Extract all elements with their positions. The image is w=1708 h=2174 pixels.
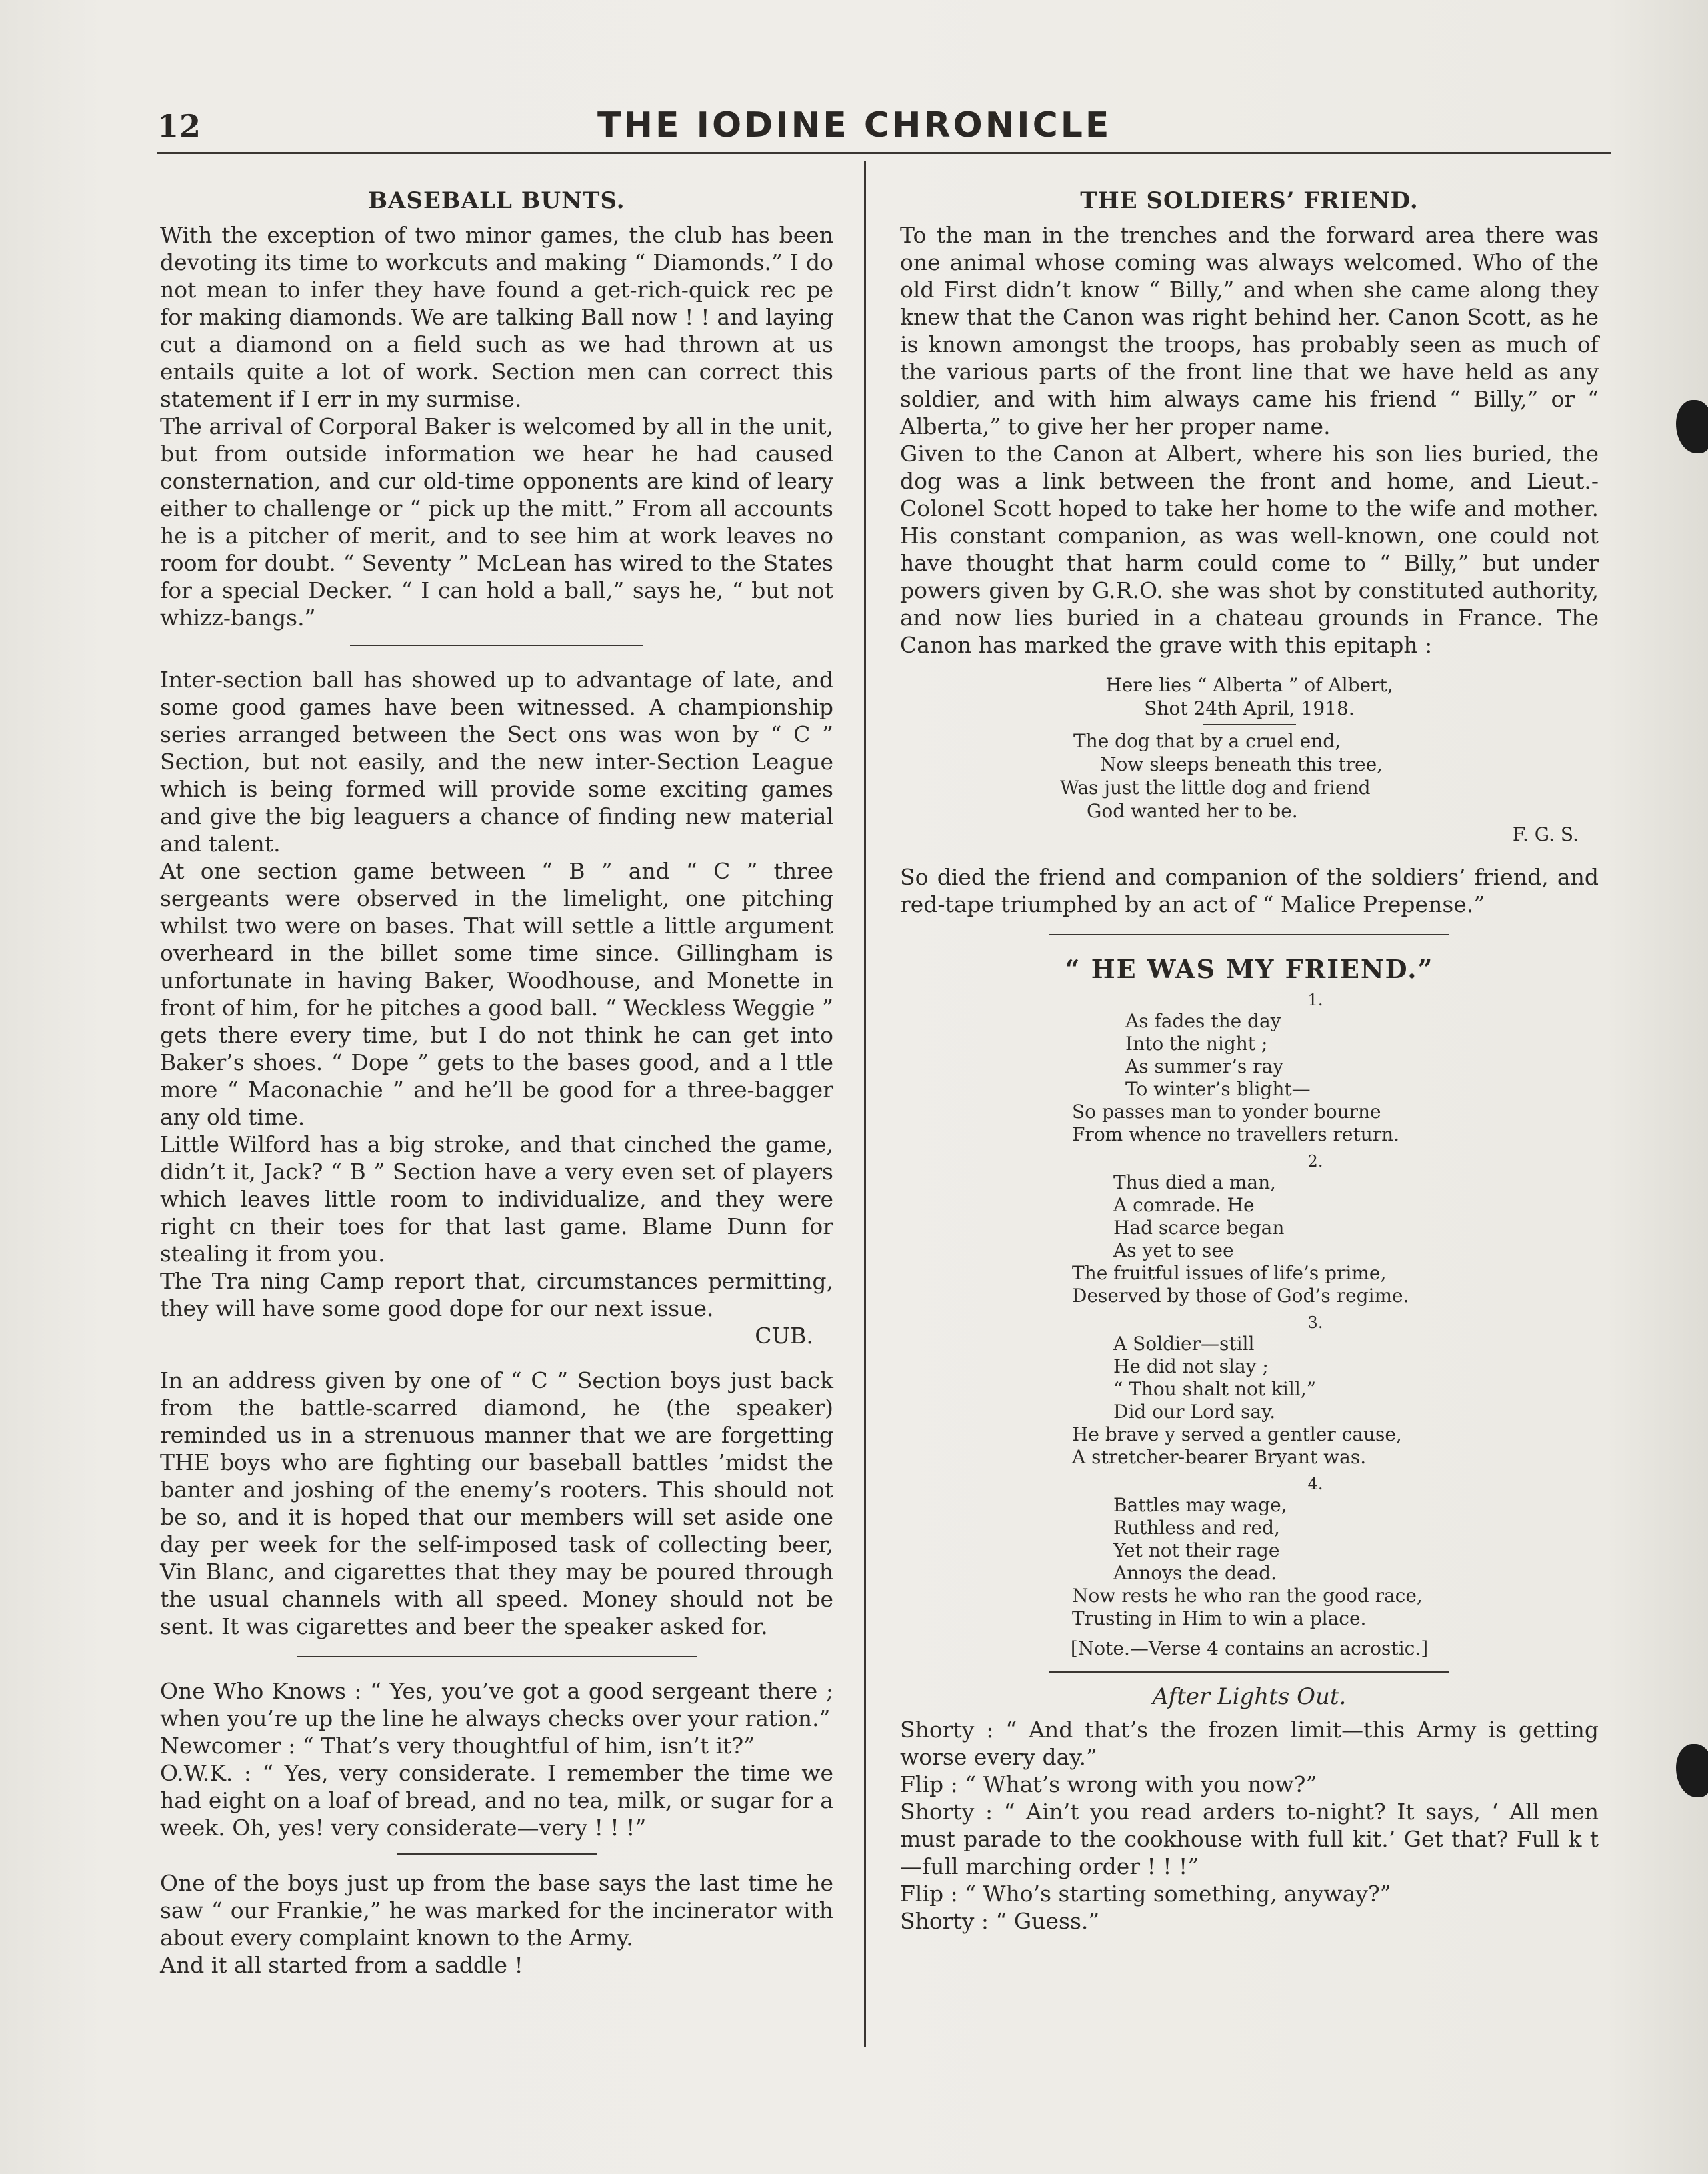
dialog-line: O.W.K. : “ Yes, very considerate. I remember the time we had eight on a loaf of bread, and no tea, milk, or sugar for a week. Oh, yes! very considerate—very ! ! !” [160, 1760, 833, 1841]
baseball-paragraph: The Tra ning Camp report that, circumstances permitting, they will have some good dope for our next issue. [160, 1268, 833, 1321]
right-column [900, 180, 1599, 1935]
epitaph-signature: F. G. S. [1512, 823, 1579, 845]
poem-verse [900, 990, 1599, 1146]
verse-line: He did not slay ; [1113, 1355, 1269, 1377]
verse-line: The fruitful issues of life’s prime, [1072, 1262, 1387, 1284]
dialog-line: Shorty : “ Guess.” [900, 1908, 1100, 1934]
poem-verse [900, 1313, 1599, 1469]
verse-number: 3. [1307, 1313, 1323, 1332]
verse-line: Ruthless and red, [1113, 1517, 1280, 1539]
friend-paragraph: Given to the Canon at Albert, where his son lies buried, the dog was a link between the front and home, and Lieut.-Colonel Scott hoped to take her home to the wife and mother. His constant companion, as was well-known, one could not have thought that harm could come to “ Billy,” but under powers given by G.R.O. she was shot by constituted authority, and now lies buried in a chateau grounds in France. The Canon has marked the grave with this epitaph : [900, 441, 1599, 658]
baseball-bunts-title: BASEBALL BUNTS. [368, 187, 625, 214]
friend-paragraph: To the man in the trenches and the forward area there was one animal whose coming was always welcomed. Who of the old First didn’t know “ Billy,” and when she came along they knew that the Canon was right behind her. Canon Scott, as he is known amongst the troops, has probably seen as much of the various parts of the front line that we have held as any soldier, and with him always came his friend “ Billy,” or “ Alberta,” to give her her proper name. [900, 222, 1599, 439]
header-rule [157, 152, 1611, 154]
verse-line: “ Thou shalt not kill,” [1113, 1378, 1317, 1400]
dialog-line: Shorty : “ Ain’t you read arders to-night? It says, ‘ All men must parade to the cookhouse with full kit.’ Get that? Full k t—full marching order ! ! !” [900, 1799, 1599, 1879]
epitaph [900, 673, 1599, 846]
separator [1203, 724, 1296, 725]
verse-line: Thus died a man, [1113, 1171, 1277, 1193]
separator [350, 645, 643, 646]
verse-number: 4. [1307, 1475, 1323, 1493]
baseball-paragraph: Inter-section ball has showed up to advantage of late, and some good games have been witnessed. A championship series arranged between the Sect ons was won by “ C ” Section, but not easily, and the new inter-Section League which is being formed will provide some exciting games and give the big leaguers a chance of finding new material and talent. [160, 667, 833, 857]
dialog-line: Newcomer : “ That’s very thoughtful of him, isn’t it?” [160, 1733, 755, 1759]
verse-line: From whence no travellers return. [1072, 1123, 1400, 1145]
after-lights-out-title: After Lights Out. [1152, 1683, 1347, 1710]
dialog-line: Shorty : “ And that’s the frozen limit—this Army is getting worse every day.” [900, 1717, 1599, 1770]
journal-title: THE IODINE CHRONICLE [597, 105, 1112, 145]
binding-hole [1676, 400, 1708, 453]
poem-note: [Note.—Verse 4 contains an acrostic.] [1070, 1637, 1429, 1659]
left-column [160, 180, 833, 1979]
verse-line: As yet to see [1113, 1239, 1234, 1261]
poem-title: “ HE WAS MY FRIEND.” [1065, 954, 1434, 984]
address-paragraph: In an address given by one of “ C ” Section boys just back from the battle-scarred diamond, he (the speaker) reminded us in a strenuous manner that we are forgetting THE boys who are fighting our baseball battles ’midst the banter and joshing of the enemy’s rooters. This should not be so, and it is hoped that our members will set aside one day per week for the self-imposed task of collecting beer, Vin Blanc, and cigarettes that they may be poured through the usual channels with all speed. Money should not be sent. It was cigarettes and beer the speaker asked for. [160, 1367, 833, 1639]
baseball-paragraph: Little Wilford has a big stroke, and that cinched the game, didn’t it, Jack? “ B ” Section have a very even set of players which leaves little room to individualize, and they were right cn their toes for that last game. Blame Dunn for stealing it from you. [160, 1131, 833, 1267]
separator [1049, 1671, 1449, 1673]
verse-line: Did our Lord say. [1113, 1401, 1276, 1423]
friend-paragraph: So died the friend and companion of the soldiers’ friend, and red-tape triumphed by an act of “ Malice Prepense.” [900, 864, 1599, 917]
verse-line: Trusting in Him to win a place. [1072, 1607, 1367, 1629]
verse-number: 1. [1307, 991, 1323, 1009]
page-number: 12 [157, 108, 202, 144]
verse-line: Yet not their rage [1113, 1539, 1280, 1561]
epitaph-line: The dog that by a cruel end, [1073, 730, 1341, 752]
verse-line: As summer’s ray [1125, 1055, 1284, 1077]
verse-line: As fades the day [1125, 1010, 1281, 1032]
page-header [157, 105, 1611, 147]
verse-line: To winter’s blight— [1125, 1078, 1311, 1100]
separator [397, 1853, 597, 1855]
verse-number: 2. [1307, 1152, 1323, 1171]
soldiers-friend-title: THE SOLDIERS’ FRIEND. [1080, 187, 1419, 214]
dialog-line: Flip : “ What’s wrong with you now?” [900, 1771, 1317, 1797]
separator [297, 1656, 697, 1657]
verse-line: Now rests he who ran the good race, [1072, 1585, 1423, 1607]
dialog-line: Flip : “ Who’s starting something, anyway?” [900, 1881, 1391, 1907]
baseball-paragraph: With the exception of two minor games, the club has been devoting its time to workcuts and making “ Diamonds.” I do not mean to infer they have found a get-rich-quick rec pe for making diamonds. We are talking Ball now ! ! and laying cut a diamond on a field such as we had thrown at us entails quite a lot of work. Section men can correct this statement if I err in my surmise. [160, 222, 833, 412]
epitaph-line: Was just the little dog and friend [1060, 777, 1371, 799]
baseball-paragraph: At one section game between “ B ” and “ C ” three sergeants were observed in the limelight, one pitching whilst two were on bases. That will settle a little argument overheard in the billet some time since. Gillingham is unfortunate in having Baker, Woodhouse, and Monette in front of him, for he pitches a good ball. “ Weckless Weggie ” gets there every time, but I do not think he can get into Baker’s shoes. “ Dope ” gets to the bases good, and a l ttle more “ Maconachie ” and he’ll be good for a three-bagger any old time. [160, 858, 833, 1130]
verse-line: A comrade. He [1113, 1194, 1255, 1216]
dialog-line: One Who Knows : “ Yes, you’ve got a good sergeant there ; when you’re up the line he always checks over your ration.” [160, 1678, 833, 1731]
base-paragraph: And it all started from a saddle ! [160, 1952, 523, 1978]
verse-line: So passes man to yonder bourne [1072, 1101, 1381, 1123]
epitaph-line: Shot 24th April, 1918. [1144, 697, 1355, 719]
epitaph-line: Now sleeps beneath this tree, [1100, 753, 1383, 775]
binding-hole [1676, 1744, 1708, 1797]
baseball-signature: CUB. [755, 1323, 813, 1349]
poem-verse [900, 1474, 1599, 1630]
column-divider [864, 161, 866, 2047]
verse-line: Battles may wage, [1113, 1494, 1287, 1516]
verse-line: Had scarce began [1113, 1217, 1285, 1239]
verse-line: A stretcher-bearer Bryant was. [1072, 1446, 1367, 1468]
baseball-paragraph: The arrival of Corporal Baker is welcomed by all in the unit, but from outside information we hear he had caused consternation, and cur old-time opponents are kind of leary either to challenge or “ pick up the mitt.” From all accounts he is a pitcher of merit, and to see him at work leaves no room for doubt. “ Seventy ” McLean has wired to the States for a special Decker. “ I can hold a ball,” says he, “ but not whizz-bangs.” [160, 413, 833, 631]
base-paragraph: One of the boys just up from the base says the last time he saw “ our Frankie,” he was marked for the incinerator with about every complaint known to the Army. [160, 1870, 833, 1951]
verse-line: Annoys the dead. [1113, 1562, 1277, 1584]
epitaph-line: Here lies “ Alberta ” of Albert, [1105, 674, 1393, 696]
epitaph-line: God wanted her to be. [1087, 800, 1298, 822]
verse-line: A Soldier—still [1113, 1333, 1255, 1355]
verse-line: Deserved by those of God’s regime. [1072, 1285, 1409, 1307]
verse-line: Into the night ; [1125, 1033, 1268, 1055]
poem-verse [900, 1151, 1599, 1307]
verse-line: He brave y served a gentler cause, [1072, 1423, 1402, 1445]
separator [1049, 934, 1449, 935]
